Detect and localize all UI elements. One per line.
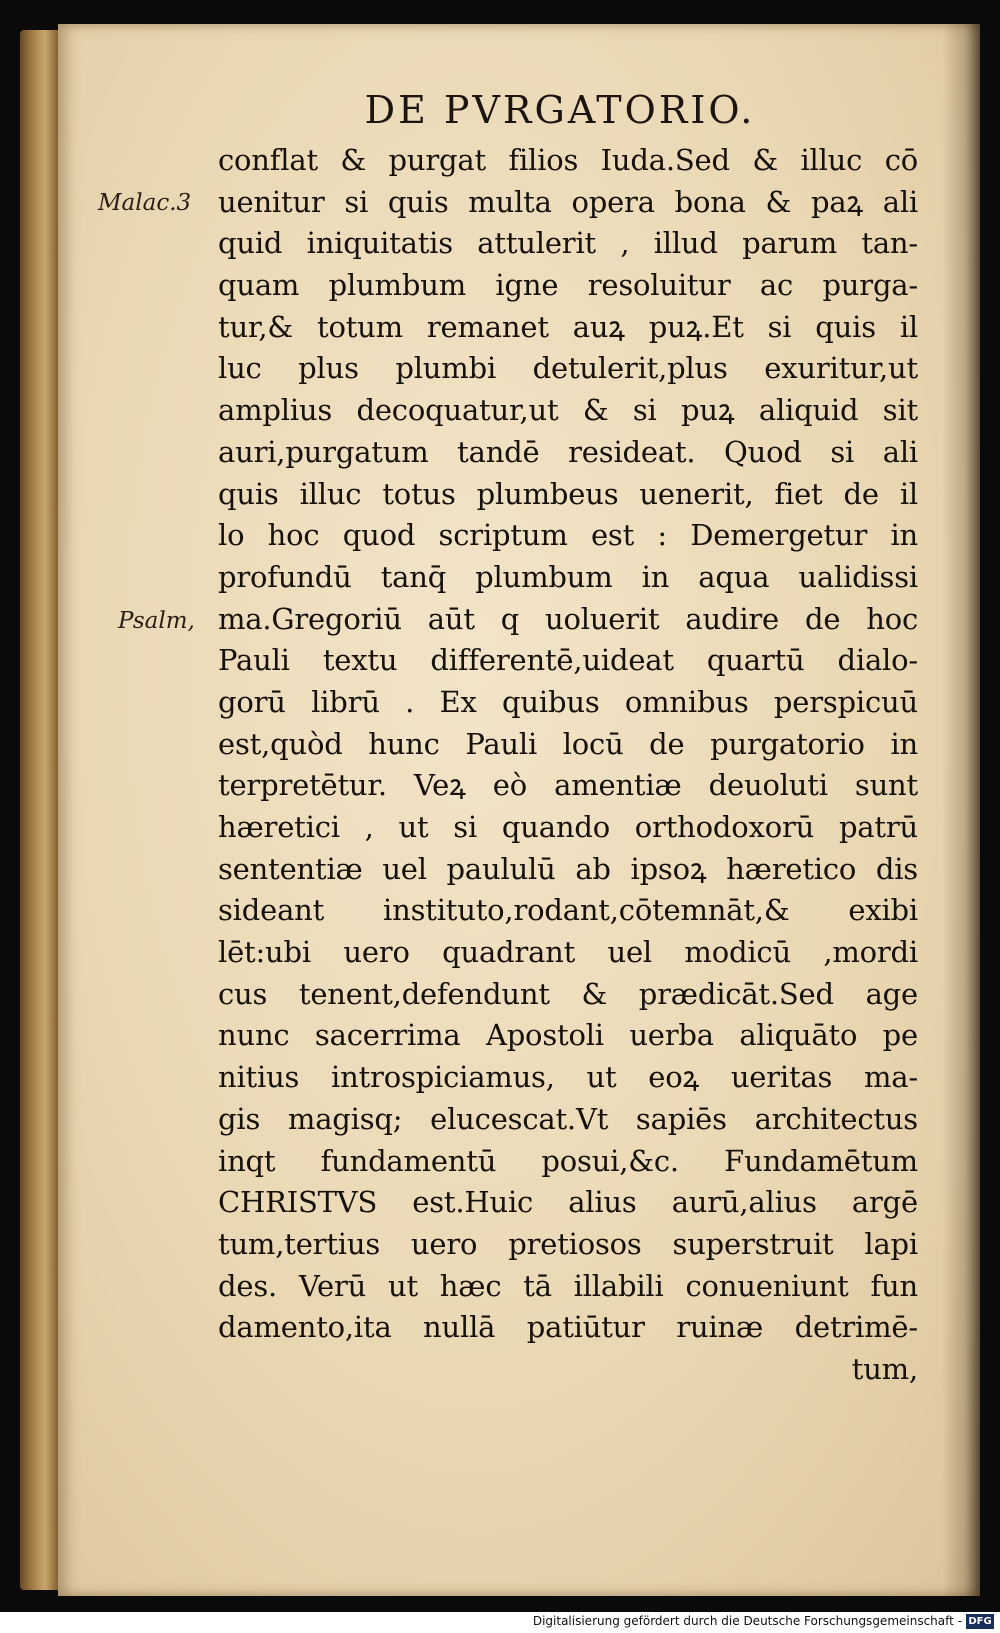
body-text <box>218 140 918 1391</box>
dfg-logo-icon: DFG <box>966 1614 994 1629</box>
text-line: quid iniquitatis attulerit , illud parum tan- <box>218 226 918 261</box>
text-line: gorū librū . Ex quibus omnibus perspicuū <box>218 684 918 719</box>
funding-credit: Digitalisierung gefördert durch die Deutsche Forschungsgemeinschaft - <box>532 1614 962 1628</box>
text-line: uenitur si quis multa opera bona & paꝝ ali <box>218 184 918 219</box>
text-line: damento,ita nullā patiūtur ruinæ detrimē- <box>218 1310 918 1345</box>
text-line: nitius introspiciamus, ut eoꝝ ueritas ma- <box>218 1060 918 1095</box>
spine-shadow <box>942 24 980 1596</box>
text-line: profundū tanq̄ plumbum in aqua ualidissi <box>218 559 918 594</box>
margin-note-psalm: Psalm, <box>118 608 195 634</box>
text-line: lēt:ubi uero quadrant uel modicū ,mordi <box>218 935 918 970</box>
text-line: quis illuc totus plumbeus uenerit, fiet de il <box>218 476 918 511</box>
text-line: sideant instituto,rodant,cōtemnāt,& exibi <box>218 893 918 928</box>
text-line: conflat & purgat filios Iuda.Sed & illuc cō <box>218 143 918 177</box>
text-line: Pauli textu differentē,uideat quartū dialo- <box>218 643 918 678</box>
text-line: quam plumbum igne resoluitur ac purga- <box>218 268 918 303</box>
text-line: est,quòd hunc Pauli locū de purgatorio in <box>218 726 918 761</box>
text-line: tur,& totum remanet auꝝ puꝝ.Et si quis il <box>218 309 918 344</box>
text-line: inqt fundamentū posui,&c. Fundamētum <box>218 1143 918 1178</box>
page-header: DE PVRGATORIO. <box>364 88 756 132</box>
text-line: lo hoc quod scriptum est : Demergetur in <box>218 518 918 553</box>
text-line: amplius decoquatur,ut & si puꝝ aliquid sit <box>218 393 918 428</box>
text-line: CHRISTVS est.Huic alius aurū,alius argē <box>218 1185 918 1220</box>
text-line: auri,purgatum tandē resideat. Quod si ali <box>218 434 918 469</box>
text-line: terpretētur. Veꝝ eò amentiæ deuoluti sunt <box>218 768 918 803</box>
text-line: cus tenent,defendunt & prædicāt.Sed age <box>218 976 918 1011</box>
text-line: ma.Gregoriū aūt q uoluerit audire de hoc <box>218 601 918 636</box>
text-line: luc plus plumbi detulerit,plus exuritur,ut <box>218 351 918 386</box>
text-line: hæretici , ut si quando orthodoxorū patrū <box>218 810 918 844</box>
text-line-catchword: tum, <box>851 1351 918 1386</box>
text-line: des. Verū ut hæc tā illabili conueniunt fun <box>218 1268 918 1303</box>
text-line: gis magisq; elucescat.Vt sapiēs architectus <box>218 1101 918 1136</box>
margin-note-malachi: Malac.3 <box>98 190 192 216</box>
text-line: nunc sacerrima Apostoli uerba aliquāto pe <box>218 1018 918 1053</box>
text-line: sententiæ uel paululū ab ipsoꝝ hæretico dis <box>218 851 918 886</box>
text-line: tum,tertius uero pretiosos superstruit lapi <box>218 1226 918 1261</box>
